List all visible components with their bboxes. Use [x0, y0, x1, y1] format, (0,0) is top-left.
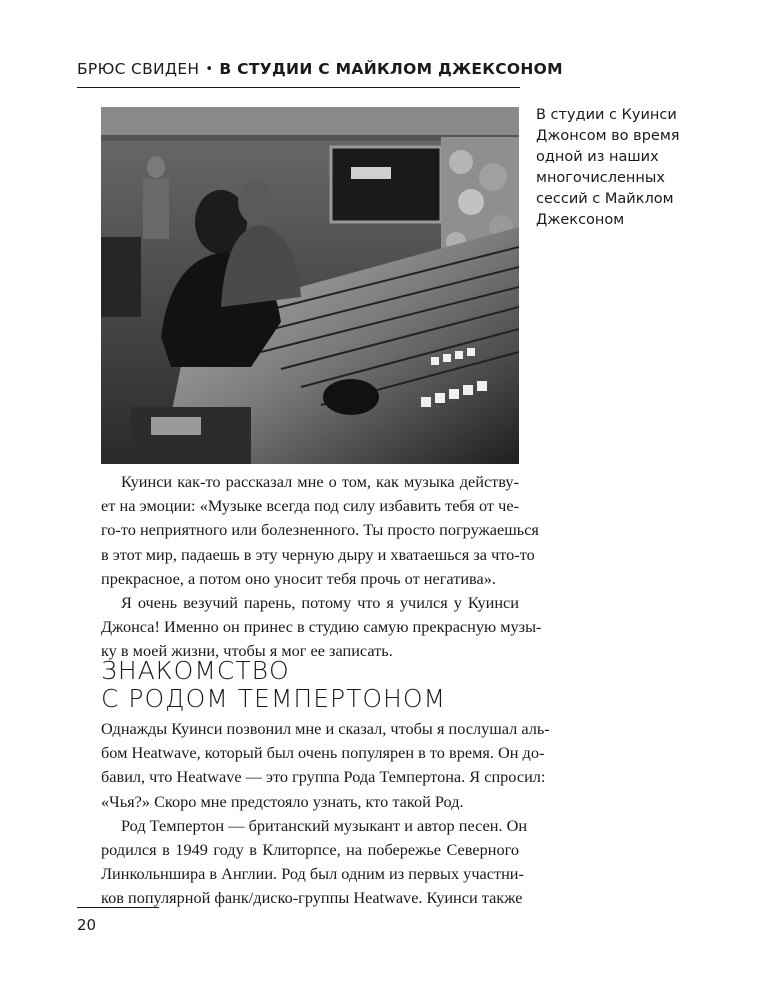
- photo-caption: [536, 105, 686, 231]
- body-line: прекрасное, а потом оно уносит тебя прочь от негатива».: [101, 568, 496, 588]
- body-line: го-то неприятного или болезненного. Ты просто погружаешься: [101, 520, 539, 540]
- body-line: Род Темпертон — британский музыкант и автор песен. Он: [121, 815, 528, 835]
- body-line: родился в 1949 году в Клиторпсе, на побережье Северного: [101, 839, 519, 859]
- body-line: бом Heatwave, который был очень популярен в то время. Он до-: [101, 743, 545, 763]
- caption-line: Джонсом во время: [536, 128, 680, 144]
- body-line: Однажды Куинси позвонил мне и сказал, чтобы я послушал аль-: [101, 719, 550, 738]
- header-separator: •: [205, 62, 214, 77]
- body-line: Джонса! Именно он принес в студию самую прекрасную музы-: [101, 617, 542, 637]
- body-line: ет на эмоции: «Музыке всегда под силу избавить тебя от че-: [101, 496, 519, 516]
- body-line: в этот мир, падаешь в эту черную дыру и хватаешься за что-то: [101, 544, 535, 564]
- section-heading-line1: ЗНАКОМСТВО: [101, 656, 290, 685]
- body-line: ков популярной фанк/диско-группы Heatwave. Куинси также: [101, 888, 523, 908]
- header-author: БРЮС СВИДЕН: [77, 60, 200, 78]
- caption-line: одной из наших: [536, 149, 659, 165]
- studio-photo: [101, 107, 519, 464]
- studio-photo-illustration: [101, 107, 519, 464]
- footer-rule: [77, 907, 159, 908]
- section-heading: [101, 657, 521, 713]
- body-line: Линкольншира в Англии. Род был одним из первых участни-: [101, 864, 524, 884]
- body-text-bottom: [101, 717, 550, 911]
- caption-line: многочисленных: [536, 170, 665, 186]
- caption-line: сессий с Майклом: [536, 191, 674, 207]
- body-line: бавил, что Heatwave — это группа Рода Темпертона. Я спросил:: [101, 767, 546, 787]
- header-rule: [77, 87, 520, 88]
- body-line: Куинси как-то рассказал мне о том, как музыка действу-: [121, 472, 519, 491]
- body-line: ку в моей жизни, чтобы я мог ее записать.: [101, 641, 393, 661]
- body-line: «Чья?» Скоро мне предстояло узнать, кто такой Род.: [101, 791, 464, 811]
- caption-line: Джексоном: [536, 212, 625, 228]
- caption-line: В студии с Куинси: [536, 107, 677, 123]
- section-heading-line2: С РОДОМ ТЕМПЕРТОНОМ: [101, 684, 447, 713]
- header-book-title: В СТУДИИ С МАЙКЛОМ ДЖЕКСОНОМ: [219, 60, 563, 78]
- page-number: 20: [77, 916, 97, 934]
- body-text-top: [101, 470, 542, 664]
- body-line: Я очень везучий парень, потому что я учился у Куинси: [121, 592, 519, 612]
- running-header: [77, 60, 677, 78]
